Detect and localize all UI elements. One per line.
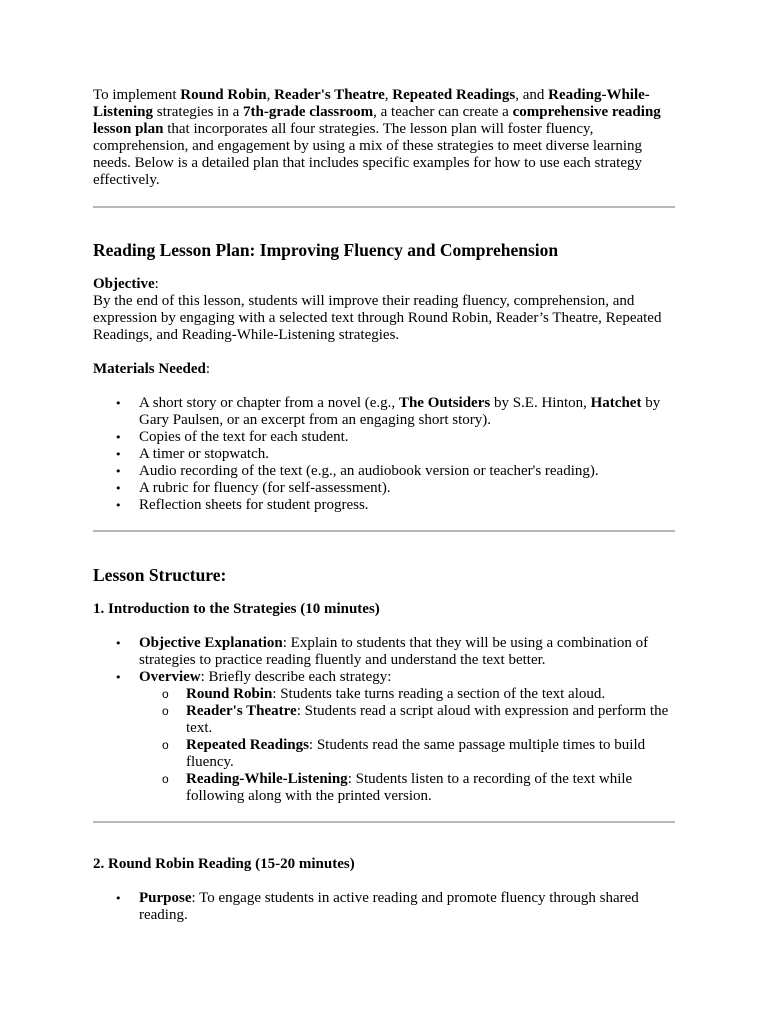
intro-paragraph: To implement Round Robin, Reader's Theatre, Repeated Readings, and Reading-While-Listening strategies in a 7th-grade classroom, a teacher can create a comprehensive reading lesson plan that incorporates all four strategies. The lesson plan will foster fluency, comprehension, and engagement by using a mix of these strategies to meet diverse learning needs. Below is a detailed plan that includes specific examples for how to use each strategy effectively. <box>93 87 661 188</box>
section-divider <box>93 206 675 208</box>
sublist-item: o Repeated Readings: Students read the same passage multiple times to build fluency. <box>139 737 675 771</box>
plan-title: Reading Lesson Plan: Improving Fluency and Comprehension <box>93 240 559 260</box>
objective-text: By the end of this lesson, students will improve their reading fluency, comprehension, and expression by engaging with a selected text through Round Robin, Reader’s Theatre, Repeated Readings, and Reading-While-Listening strategies. <box>93 293 662 343</box>
list-item: • A short story or chapter from a novel (e.g., The Outsiders by S.E. Hinton, Hatchet by Gary Paulsen, or an excerpt from an engaging short story). <box>93 395 675 429</box>
list-item: • A rubric for fluency (for self-assessment). <box>93 480 675 497</box>
objective-heading: Objective: <box>93 276 159 292</box>
document-content <box>93 87 675 924</box>
section1-list <box>93 635 675 805</box>
list-item: • A timer or stopwatch. <box>93 446 675 463</box>
sublist-item: o Reading-While-Listening: Students listen to a recording of the text while following along with the printed version. <box>139 771 675 805</box>
lesson-structure-heading: Lesson Structure: <box>93 565 227 585</box>
term-comprehensive-plan: comprehensive reading lesson plan <box>93 104 661 137</box>
list-item: • Audio recording of the text (e.g., an audiobook version or teacher's reading). <box>93 463 675 480</box>
term-repeated-readings: Repeated Readings <box>392 87 516 103</box>
materials-heading: Materials Needed: <box>93 361 211 377</box>
list-item: • Overview: Briefly describe each strategy: o Round Robin: Students take turns reading a section of the text aloud. o Reader's Theatre: Students read a script aloud with expression and perform the text. o Repeated Readings: Students read the same passage multiple times to build fluency. o Reading-While-Listening: Students listen to a recording of the text while following along with the printed version. <box>93 669 675 805</box>
sublist-item: o Reader's Theatre: Students read a script aloud with expression and perform the text. <box>139 703 675 737</box>
term-7th-grade-classroom: 7th-grade classroom <box>243 104 374 120</box>
list-item: • Copies of the text for each student. <box>93 429 675 446</box>
section2-heading: 2. Round Robin Reading (15-20 minutes) <box>93 856 355 872</box>
section-divider <box>93 821 675 823</box>
term-round-robin: Round Robin <box>180 87 267 103</box>
materials-list <box>93 395 675 514</box>
list-item: • Objective Explanation: Explain to students that they will be using a combination of strategies to practice reading fluently and understand the text better. <box>93 635 675 669</box>
term-reading-while-listening: Reading-While-Listening <box>93 87 650 120</box>
section2-list <box>93 890 675 924</box>
list-item: • Purpose: To engage students in active reading and promote fluency through shared reading. <box>93 890 675 924</box>
section-divider <box>93 530 675 532</box>
list-item: • Reflection sheets for student progress. <box>93 497 675 514</box>
section1-heading: 1. Introduction to the Strategies (10 minutes) <box>93 601 380 617</box>
term-readers-theatre: Reader's Theatre <box>274 87 385 103</box>
sublist-item: o Round Robin: Students take turns reading a section of the text aloud. <box>139 686 675 703</box>
strategy-sublist <box>139 686 675 805</box>
